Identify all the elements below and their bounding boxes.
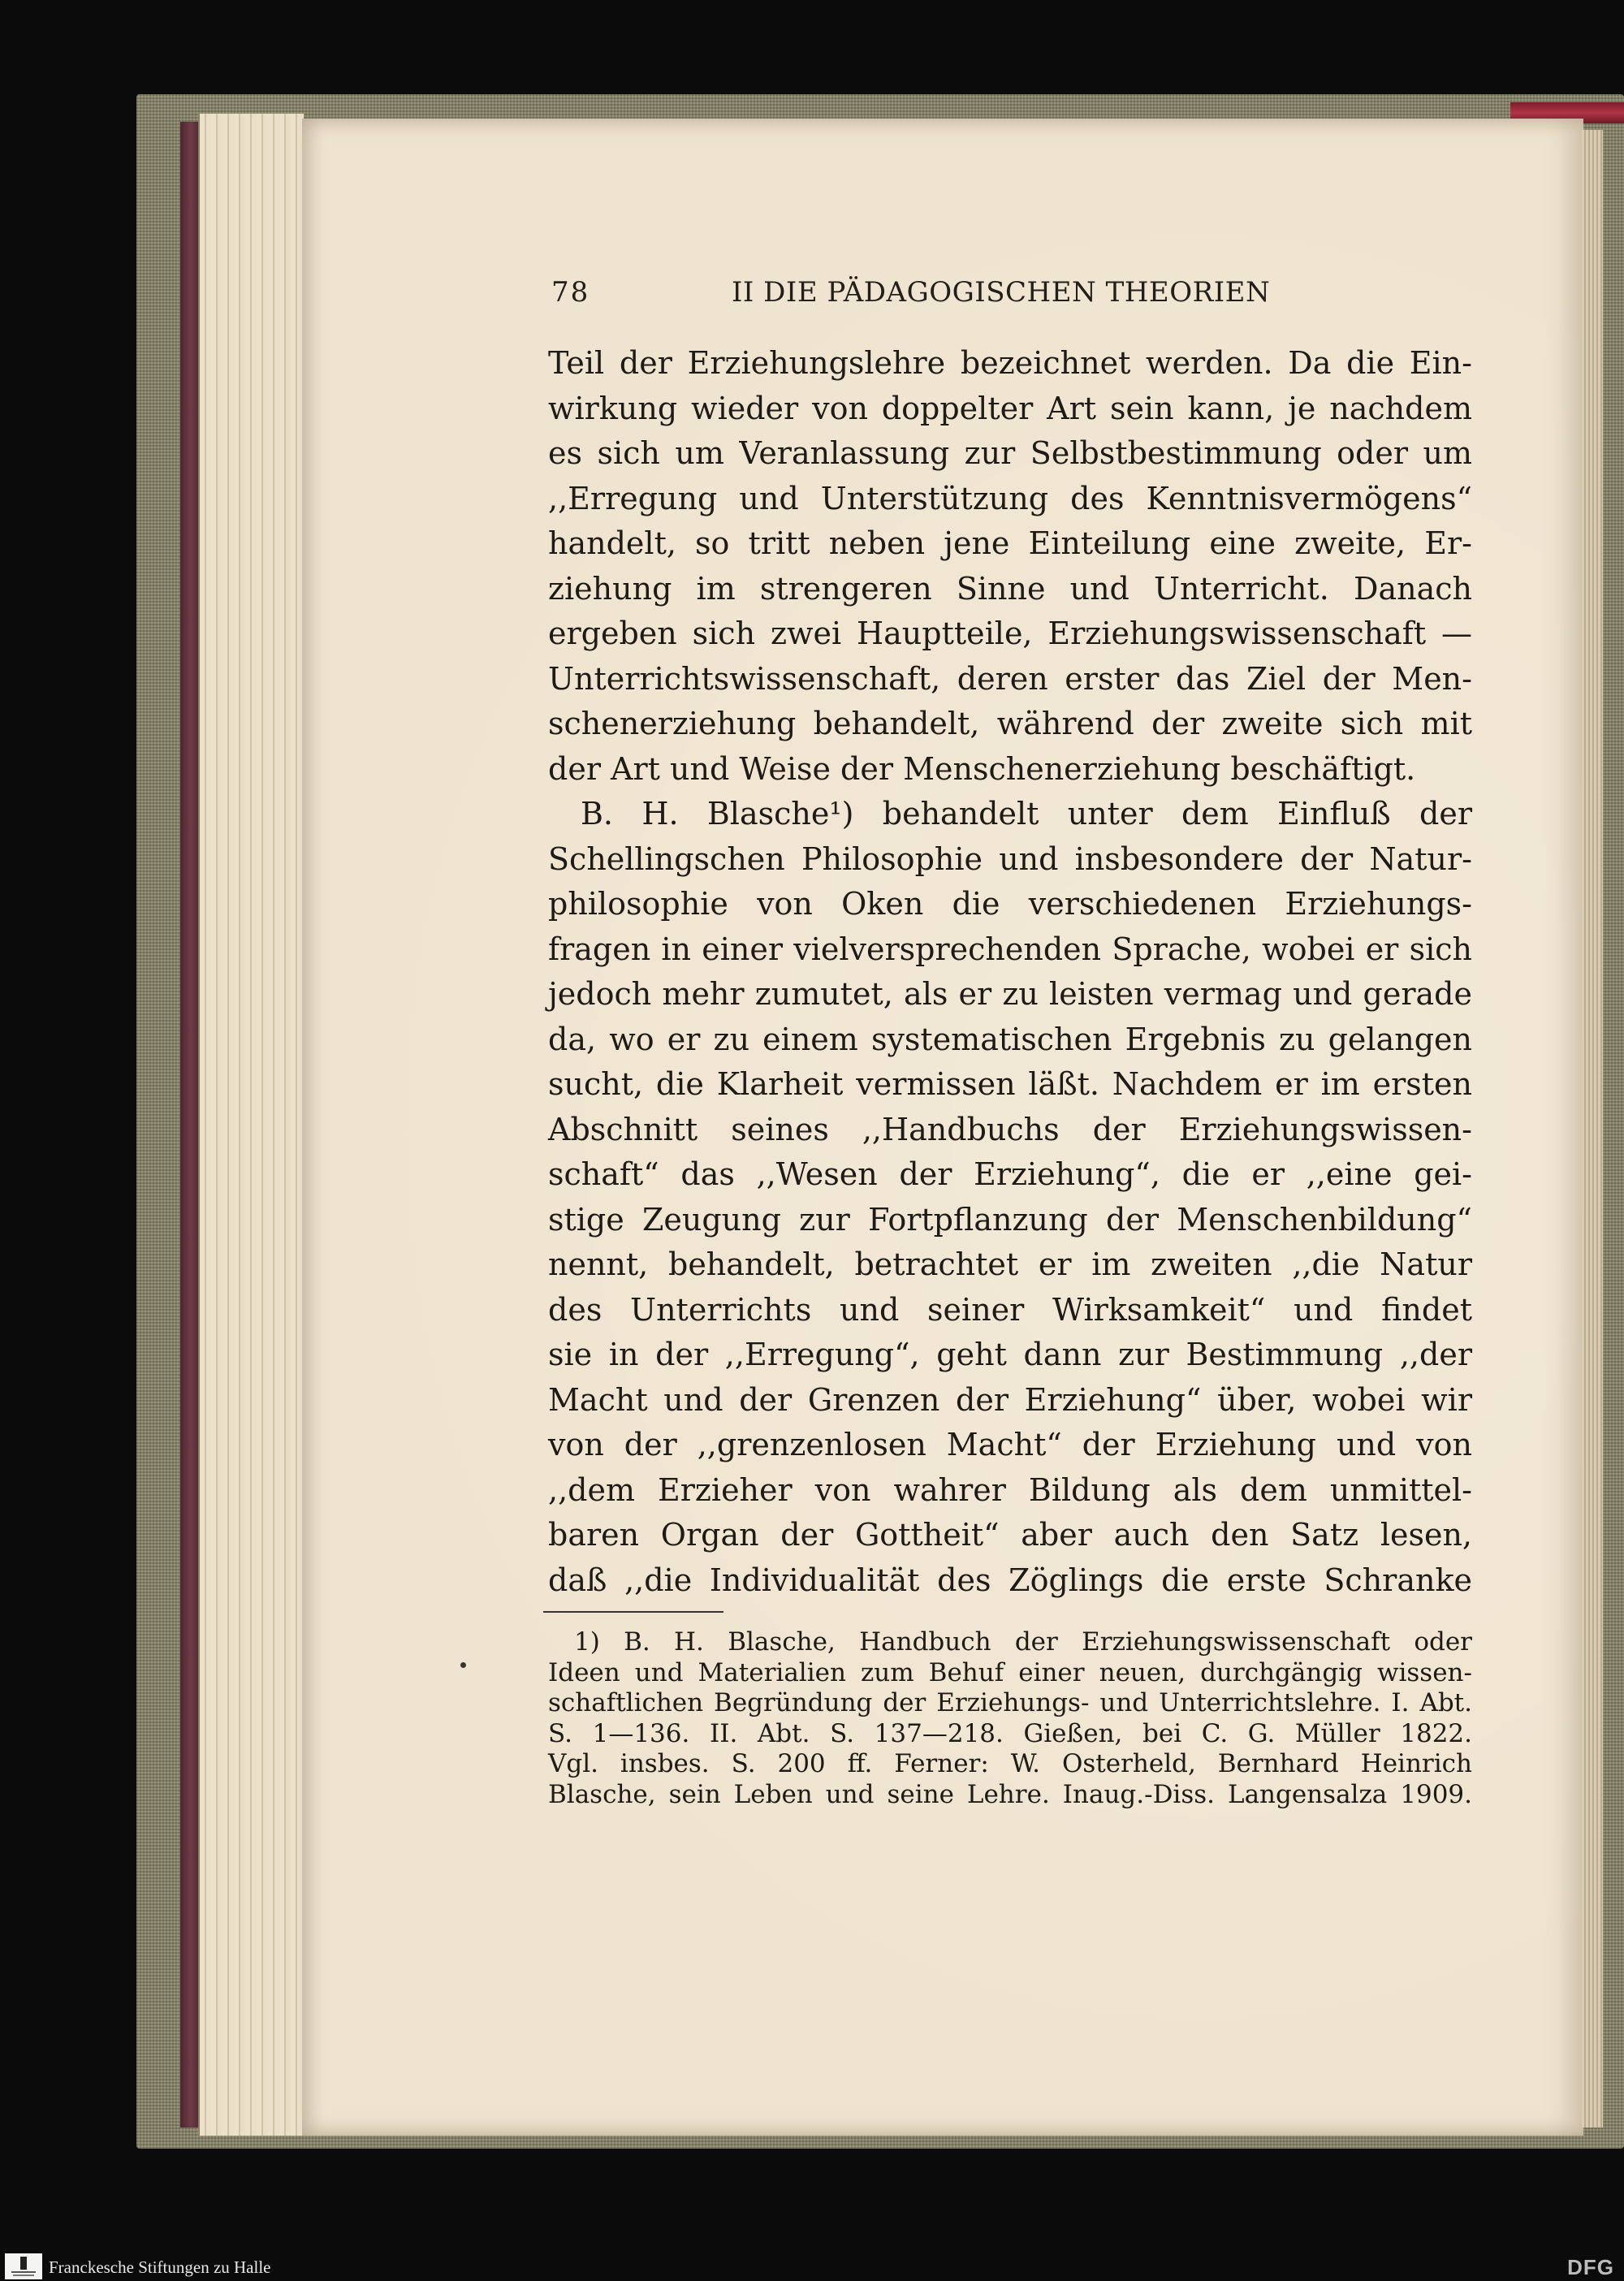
text-line: Macht und der Grenzen der Erziehung“ über, wobei wir (548, 1381, 1472, 1418)
text-line: ergeben sich zwei Hauptteile, Erziehungswissenschaft — (548, 616, 1472, 651)
footnote-line: Blasche, sein Leben und seine Lehre. Inaug.-Diss. Langensalza 1909. (548, 1779, 1472, 1809)
institution-name: Franckesche Stiftungen zu Halle (49, 2257, 271, 2277)
text-line: stige Zeugung zur Fortpflanzung der Menschenbildung“ (548, 1201, 1472, 1238)
running-title: II DIE PÄDAGOGISCHEN THEORIEN (732, 276, 1271, 309)
page-number: 78 (551, 276, 590, 309)
page-gutter-edge (1582, 130, 1603, 2128)
text-line: baren Organ der Gottheit“ aber auch den Satz lesen, (548, 1517, 1472, 1553)
institution-logo-icon (5, 2253, 42, 2279)
text-line: von der ,,grenzenlosen Macht“ der Erziehung und von (548, 1427, 1472, 1462)
running-head (548, 273, 1472, 313)
page-stack-edge (198, 114, 304, 2136)
text-line: ,,dem Erzieher von wahrer Bildung als dem unmittel- (548, 1471, 1472, 1508)
text-line: jedoch mehr zumutet, als er zu leisten vermag und gerade (548, 976, 1472, 1012)
text-line: es sich um Veranlassung zur Selbstbestimmung oder um (548, 435, 1472, 471)
text-line: des Unterrichts und seiner Wirksamkeit“ und findet (548, 1291, 1472, 1328)
text-line: schenerziehung behandelt, während der zweite sich mit (548, 706, 1472, 741)
text-line: nennt, behandelt, betrachtet er im zweiten ,,die Natur (548, 1246, 1472, 1282)
text-line: B. H. Blasche¹) behandelt unter dem Einfluß der (581, 796, 1472, 832)
text-line: Abschnitt seines ,,Handbuchs der Erziehungswissen- (548, 1111, 1472, 1147)
footnote (548, 1627, 1472, 1810)
footnote-line: Ideen und Materialien zum Behuf einer neuen, durchgängig wissen- (548, 1657, 1472, 1687)
footnote-line: 1) B. H. Blasche, Handbuch der Erziehungswissenschaft oder (574, 1627, 1472, 1657)
text-line: handelt, so tritt neben jene Einteilung eine zweite, Er- (548, 525, 1472, 561)
footnote-line: S. 1—136. II. Abt. S. 137—218. Gießen, bei C. G. Müller 1822. (548, 1718, 1472, 1748)
footnote-line: Vgl. insbes. S. 200 ff. Ferner: W. Osterheld, Bernhard Heinrich (548, 1749, 1472, 1778)
body-text (548, 341, 1472, 1603)
text-line: fragen in einer vielversprechenden Sprache, wobei er sich (548, 931, 1472, 967)
text-line: Schellingschen Philosophie und insbesondere der Natur- (548, 840, 1472, 877)
text-line: sie in der ,,Erregung“, geht dann zur Bestimmung ,,der (548, 1337, 1472, 1372)
text-line: schaft“ das ,,Wesen der Erziehung“, die er ,,eine gei- (548, 1156, 1472, 1192)
text-line: wirkung wieder von doppelter Art sein kann, je nachdem (548, 390, 1472, 426)
text-line: philosophie von Oken die verschiedenen Erziehungs- (548, 886, 1472, 922)
text-line: da, wo er zu einem systematischen Ergebnis zu gelangen (548, 1021, 1472, 1057)
text-line: daß ,,die Individualität des Zöglings die erste Schranke (548, 1562, 1472, 1598)
text-line: sucht, die Klarheit vermissen läßt. Nachdem er im ersten (548, 1066, 1472, 1102)
text-line: ziehung im strengeren Sinne und Unterricht. Danach (548, 570, 1472, 607)
footnote-rule (543, 1611, 723, 1613)
text-line: Teil der Erziehungslehre bezeichnet werden. Da die Ein- (548, 345, 1472, 381)
text-line: Unterrichtswissenschaft, deren erster das Ziel der Men- (548, 660, 1472, 697)
text-line: ,,Erregung und Unterstützung des Kenntnisvermögens“ (548, 480, 1472, 516)
paper-speck (460, 1662, 466, 1668)
footnote-line: schaftlichen Begründung der Erziehungs- und Unterrichtslehre. I. Abt. (548, 1688, 1472, 1717)
text-line: der Art und Weise der Menschenerziehung beschäftigt. (548, 750, 1416, 787)
dfg-logo: DFG (1567, 2255, 1614, 2279)
